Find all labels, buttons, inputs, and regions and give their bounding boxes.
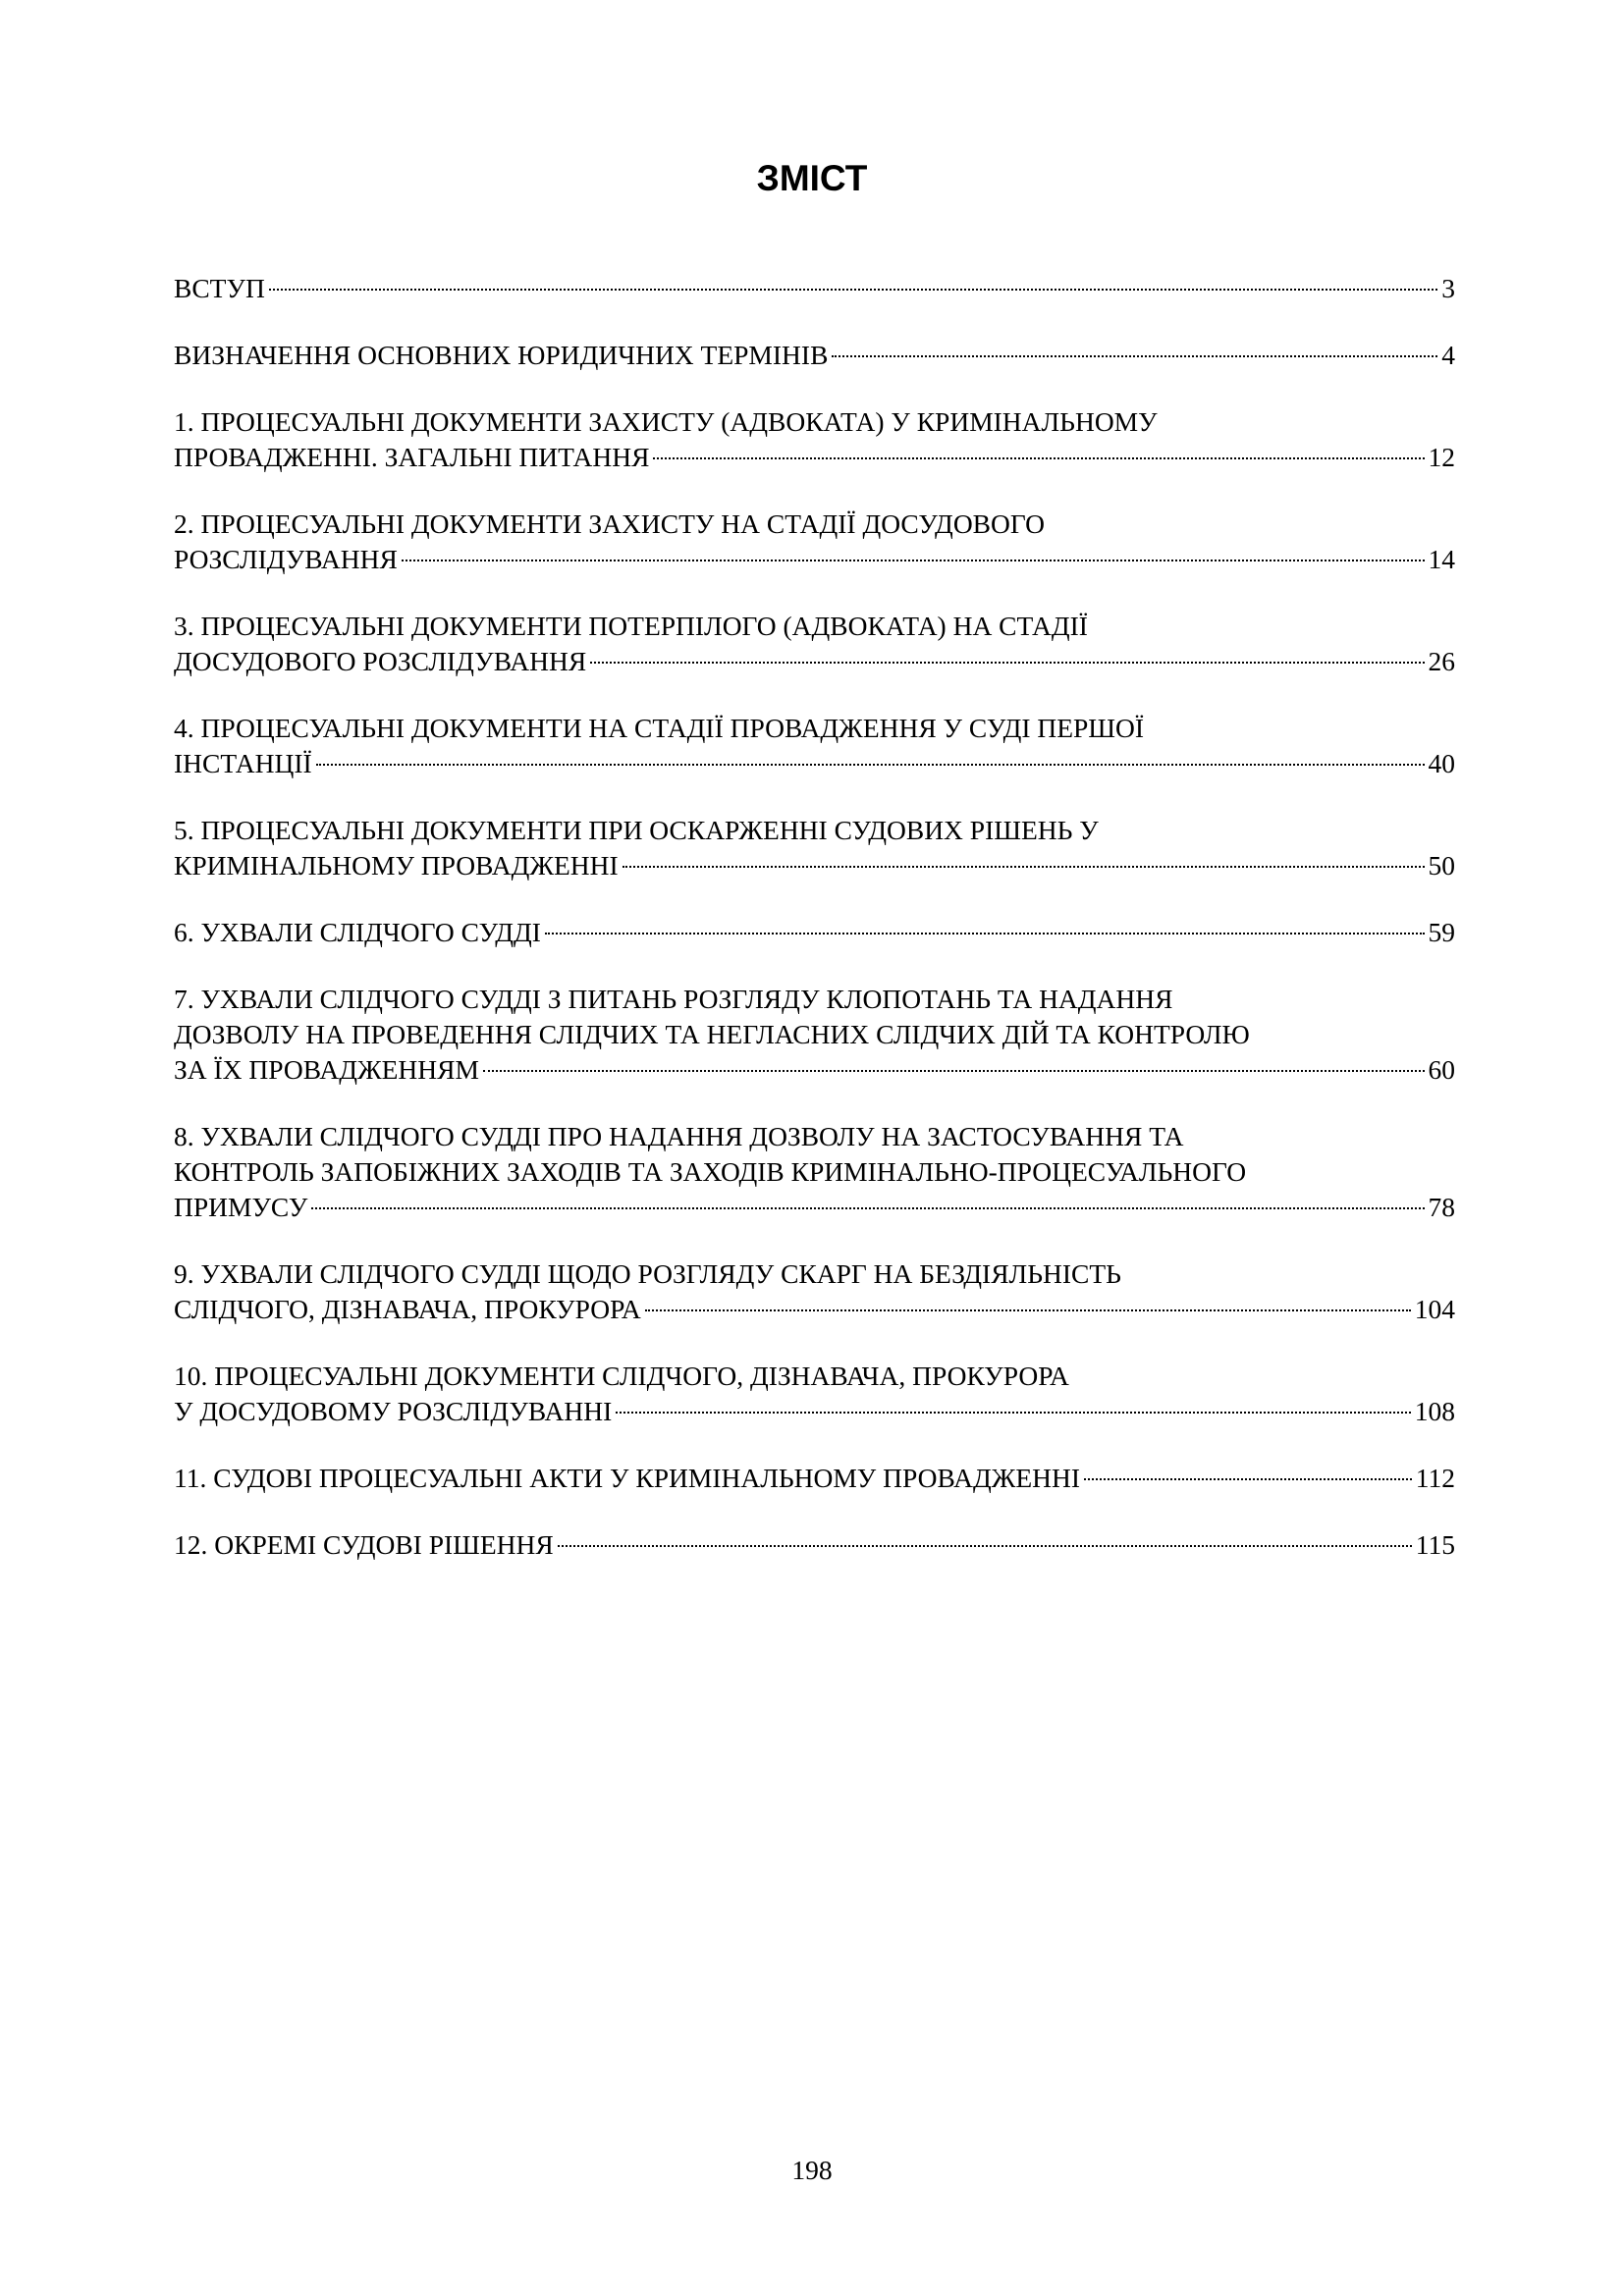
dot-leader (1084, 1478, 1412, 1480)
toc-entry-last-line (174, 915, 1455, 950)
toc-entry-last-line (174, 1461, 1455, 1496)
dot-leader (558, 1545, 1412, 1547)
toc-entry-text: ДОСУДОВОГО РОЗСЛІДУВАННЯ (174, 646, 587, 676)
toc-entry[interactable] (174, 711, 1455, 781)
toc-entry-page: 40 (1428, 748, 1455, 778)
toc-entry[interactable] (174, 1527, 1455, 1563)
dot-leader (483, 1070, 1425, 1072)
toc-entry-page: 12 (1428, 442, 1455, 472)
toc-entry-last-line (174, 542, 1455, 577)
toc-entry-page: 50 (1428, 850, 1455, 881)
toc-entry-last-line (174, 1052, 1455, 1088)
toc-entry-last-line (174, 746, 1455, 781)
toc-entry-text: 3. ПРОЦЕСУАЛЬНІ ДОКУМЕНТИ ПОТЕРПІЛОГО (АДВОКАТА) НА СТАДІЇ (174, 611, 1088, 641)
toc-entry[interactable] (174, 1119, 1455, 1225)
toc-entry-text: 8. УХВАЛИ СЛІДЧОГО СУДДІ ПРО НАДАННЯ ДОЗВОЛУ НА ЗАСТОСУВАННЯ ТА (174, 1121, 1184, 1151)
toc-entry-last-line (174, 644, 1455, 679)
dot-leader (645, 1309, 1411, 1311)
toc-entry-last-line (174, 271, 1455, 306)
table-of-contents (174, 271, 1455, 1594)
toc-entry-page: 78 (1428, 1192, 1455, 1222)
toc-entry[interactable] (174, 271, 1455, 306)
toc-entry-page: 112 (1415, 1463, 1455, 1493)
toc-entry-text: ВСТУП (174, 273, 265, 303)
toc-entry-last-line (174, 1394, 1455, 1429)
dot-leader (590, 662, 1424, 664)
dot-leader (623, 866, 1425, 868)
toc-entry-text: 12. ОКРЕМІ СУДОВІ РІШЕННЯ (174, 1529, 554, 1560)
toc-entry-text: ВИЗНАЧЕННЯ ОСНОВНИХ ЮРИДИЧНИХ ТЕРМІНІВ (174, 340, 829, 370)
dot-leader (402, 560, 1425, 561)
dot-leader (616, 1412, 1411, 1414)
toc-entry-page: 3 (1441, 273, 1455, 303)
toc-entry[interactable] (174, 1256, 1455, 1327)
toc-entry-page: 115 (1415, 1529, 1455, 1560)
page-number: 198 (791, 2155, 833, 2185)
toc-entry-text: ЗА ЇХ ПРОВАДЖЕННЯМ (174, 1054, 479, 1085)
toc-entry[interactable] (174, 813, 1455, 883)
toc-entry-text: ПРИМУСУ (174, 1192, 308, 1222)
toc-entry[interactable] (174, 609, 1455, 679)
toc-entry[interactable] (174, 1461, 1455, 1496)
toc-entry-page: 108 (1414, 1396, 1455, 1426)
toc-entry-text: ДОЗВОЛУ НА ПРОВЕДЕННЯ СЛІДЧИХ ТА НЕГЛАСНИХ СЛІДЧИХ ДІЙ ТА КОНТРОЛЮ (174, 1019, 1250, 1049)
toc-entry-text: РОЗСЛІДУВАННЯ (174, 544, 398, 574)
dot-leader (832, 355, 1437, 357)
toc-entry-text: 6. УХВАЛИ СЛІДЧОГО СУДДІ (174, 917, 541, 947)
toc-entry-text: ПРОВАДЖЕННІ. ЗАГАЛЬНІ ПИТАННЯ (174, 442, 650, 472)
toc-entry[interactable] (174, 982, 1455, 1088)
page-title: ЗМІСТ (756, 158, 868, 198)
toc-entry-page: 4 (1441, 340, 1455, 370)
toc-entry-last-line (174, 1190, 1455, 1225)
toc-entry[interactable] (174, 915, 1455, 950)
toc-entry-last-line (174, 440, 1455, 475)
toc-entry-page: 60 (1428, 1054, 1455, 1085)
toc-entry-text: У ДОСУДОВОМУ РОЗСЛІДУВАННІ (174, 1396, 613, 1426)
dot-leader (653, 457, 1424, 459)
toc-entry-last-line (174, 848, 1455, 883)
toc-entry-last-line (174, 1292, 1455, 1327)
toc-entry-text: 7. УХВАЛИ СЛІДЧОГО СУДДІ З ПИТАНЬ РОЗГЛЯДУ КЛОПОТАНЬ ТА НАДАННЯ (174, 984, 1173, 1014)
dot-leader (316, 764, 1425, 766)
toc-entry[interactable] (174, 404, 1455, 475)
toc-entry-text: ІНСТАНЦІЇ (174, 748, 312, 778)
toc-entry-page: 14 (1428, 544, 1455, 574)
toc-entry-text: СЛІДЧОГО, ДІЗНАВАЧА, ПРОКУРОРА (174, 1294, 641, 1324)
toc-entry-page: 104 (1414, 1294, 1455, 1324)
toc-entry-text: 10. ПРОЦЕСУАЛЬНІ ДОКУМЕНТИ СЛІДЧОГО, ДІЗНАВАЧА, ПРОКУРОРА (174, 1361, 1069, 1391)
toc-entry-page: 59 (1428, 917, 1455, 947)
toc-entry-text: 11. СУДОВІ ПРОЦЕСУАЛЬНІ АКТИ У КРИМІНАЛЬНОМУ ПРОВАДЖЕННІ (174, 1463, 1081, 1493)
dot-leader (545, 933, 1425, 934)
toc-entry-text: 4. ПРОЦЕСУАЛЬНІ ДОКУМЕНТИ НА СТАДІЇ ПРОВАДЖЕННЯ У СУДІ ПЕРШОЇ (174, 713, 1145, 743)
toc-entry-text: КОНТРОЛЬ ЗАПОБІЖНИХ ЗАХОДІВ ТА ЗАХОДІВ КРИМІНАЛЬНО-ПРОЦЕСУАЛЬНОГО (174, 1156, 1247, 1187)
dot-leader (269, 289, 1437, 291)
toc-entry-last-line (174, 1527, 1455, 1563)
toc-entry-text: 9. УХВАЛИ СЛІДЧОГО СУДДІ ЩОДО РОЗГЛЯДУ СКАРГ НА БЕЗДІЯЛЬНІСТЬ (174, 1258, 1121, 1289)
toc-entry-text: 1. ПРОЦЕСУАЛЬНІ ДОКУМЕНТИ ЗАХИСТУ (АДВОКАТА) У КРИМІНАЛЬНОМУ (174, 406, 1158, 437)
toc-entry-text: КРИМІНАЛЬНОМУ ПРОВАДЖЕННІ (174, 850, 619, 881)
toc-entry[interactable] (174, 507, 1455, 577)
dot-leader (311, 1207, 1424, 1209)
toc-entry[interactable] (174, 338, 1455, 373)
toc-entry-text: 5. ПРОЦЕСУАЛЬНІ ДОКУМЕНТИ ПРИ ОСКАРЖЕННІ СУДОВИХ РІШЕНЬ У (174, 815, 1099, 845)
toc-entry-last-line (174, 338, 1455, 373)
toc-entry-text: 2. ПРОЦЕСУАЛЬНІ ДОКУМЕНТИ ЗАХИСТУ НА СТАДІЇ ДОСУДОВОГО (174, 508, 1045, 539)
toc-entry-page: 26 (1428, 646, 1455, 676)
toc-entry[interactable] (174, 1359, 1455, 1429)
